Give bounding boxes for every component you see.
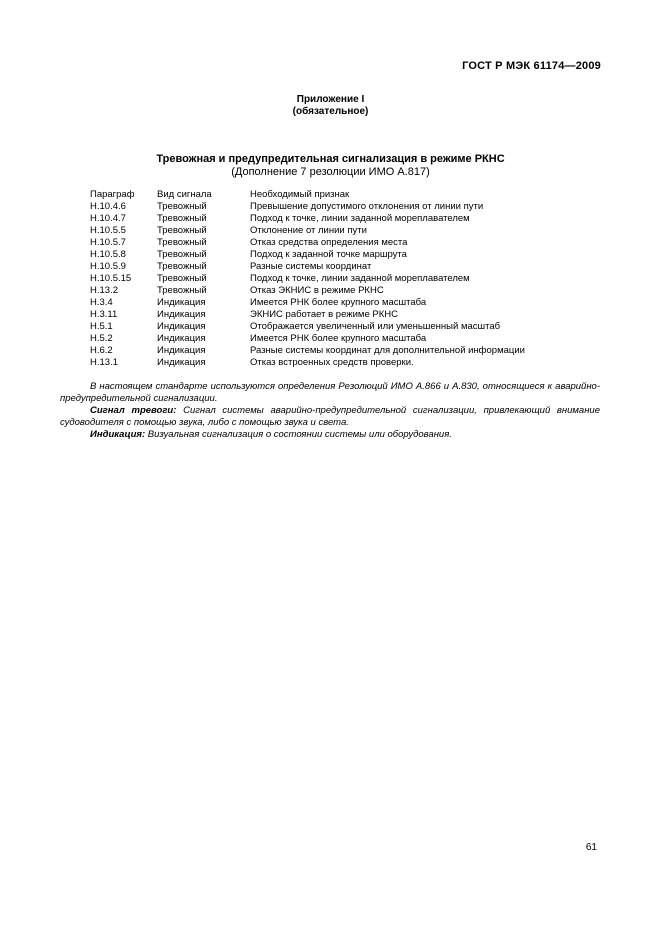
table-row <box>90 213 580 225</box>
table-row <box>90 345 580 357</box>
cell-signal-type: Тревожный <box>157 213 207 224</box>
table-row <box>90 321 580 333</box>
cell-paragraph: Н.10.4.7 <box>90 213 126 224</box>
cell-signal-type: Тревожный <box>157 273 207 284</box>
table-header-row <box>90 189 580 201</box>
table-row <box>90 225 580 237</box>
cell-feature: Отказ встроенных средств проверки. <box>250 357 414 368</box>
cell-signal-type: Тревожный <box>157 285 207 296</box>
cell-paragraph: Н.10.5.8 <box>90 249 126 260</box>
cell-paragraph: Н.13.1 <box>90 357 118 368</box>
cell-feature: Подход к точке, линии заданной мореплавателем <box>250 273 470 284</box>
cell-paragraph: Н.10.5.7 <box>90 237 126 248</box>
cell-signal-type: Тревожный <box>157 225 207 236</box>
cell-signal-type: Тревожный <box>157 201 207 212</box>
cell-feature: Имеется РНК более крупного масштаба <box>250 333 427 344</box>
table-row <box>90 297 580 309</box>
header-paragraph: Параграф <box>90 189 135 200</box>
cell-signal-type: Индикация <box>157 345 206 356</box>
indication-term: Индикация: <box>90 429 146 440</box>
cell-feature: Подход к точке, линии заданной мореплавателем <box>250 213 470 224</box>
appendix-status: (обязательное) <box>292 106 369 117</box>
cell-feature: Отображается увеличенный или уменьшенный масштаб <box>250 321 501 332</box>
page-number: 61 <box>585 842 597 853</box>
cell-paragraph: Н.13.2 <box>90 285 118 296</box>
cell-paragraph: Н.6.2 <box>90 345 113 356</box>
cell-signal-type: Индикация <box>157 297 206 308</box>
cell-signal-type: Индикация <box>157 333 206 344</box>
cell-feature: Имеется РНК более крупного масштаба <box>250 297 427 308</box>
header-feature: Необходимый признак <box>250 189 350 200</box>
indication-definition-text: Визуальная сигнализация о состоянии системы или оборудования. <box>145 429 452 440</box>
cell-feature: Отказ ЭКНИС в режиме РКНС <box>250 285 384 296</box>
table-row <box>90 249 580 261</box>
notes-intro-paragraph: В настоящем стандарте используются определения Резолюций ИМО А.866 и А.830, относящиеся к аварийно-предупредительной сигнализации. <box>60 381 600 404</box>
cell-paragraph: Н.5.2 <box>90 333 113 344</box>
section-title <box>0 153 661 179</box>
cell-feature: Отказ средства определения места <box>250 237 408 248</box>
cell-feature: Подход к заданной точке маршрута <box>250 249 407 260</box>
alarm-term: Сигнал тревоги: <box>90 405 177 416</box>
indication-definition <box>60 429 600 441</box>
cell-feature: Разные системы координат для дополнительной информации <box>250 345 525 356</box>
cell-paragraph: Н.3.11 <box>90 309 118 320</box>
table-row <box>90 261 580 273</box>
alarm-definition-text: Сигнал системы аварийно-предупредительной сигнализации, привлекающий внимание судоводителя с помощью звука, либо с помощью звука и света. <box>60 405 600 428</box>
cell-paragraph: Н.10.5.15 <box>90 273 132 284</box>
header-signal-type: Вид сигнала <box>157 189 212 200</box>
table-row <box>90 273 580 285</box>
appendix-heading <box>0 94 661 118</box>
section-title-sub: (Дополнение 7 резолюции ИМО А.817) <box>231 166 430 178</box>
cell-paragraph: Н.10.5.5 <box>90 225 126 236</box>
document-code: ГОСТ Р МЭК 61174—2009 <box>462 60 601 72</box>
cell-paragraph: Н.5.1 <box>90 321 113 332</box>
definitions-notes <box>60 381 600 441</box>
cell-feature: Разные системы координат <box>250 261 372 272</box>
table-row <box>90 237 580 249</box>
table-row <box>90 333 580 345</box>
cell-signal-type: Тревожный <box>157 261 207 272</box>
table-row <box>90 201 580 213</box>
signals-table <box>90 189 580 369</box>
section-title-main: Тревожная и предупредительная сигнализация в режиме РКНС <box>156 153 505 165</box>
cell-signal-type: Индикация <box>157 309 206 320</box>
table-row <box>90 357 580 369</box>
cell-feature: ЭКНИС работает в режиме РКНС <box>250 309 398 320</box>
appendix-label: Приложение I <box>296 94 365 105</box>
cell-paragraph: Н.10.4.6 <box>90 201 126 212</box>
cell-signal-type: Индикация <box>157 357 206 368</box>
cell-signal-type: Тревожный <box>157 237 207 248</box>
table-row <box>90 285 580 297</box>
table-row <box>90 309 580 321</box>
cell-paragraph: Н.10.5.9 <box>90 261 126 272</box>
cell-feature: Превышение допустимого отклонения от линии пути <box>250 201 484 212</box>
cell-signal-type: Индикация <box>157 321 206 332</box>
cell-feature: Отклонение от линии пути <box>250 225 367 236</box>
alarm-definition <box>60 405 600 429</box>
cell-signal-type: Тревожный <box>157 249 207 260</box>
cell-paragraph: Н.3.4 <box>90 297 113 308</box>
